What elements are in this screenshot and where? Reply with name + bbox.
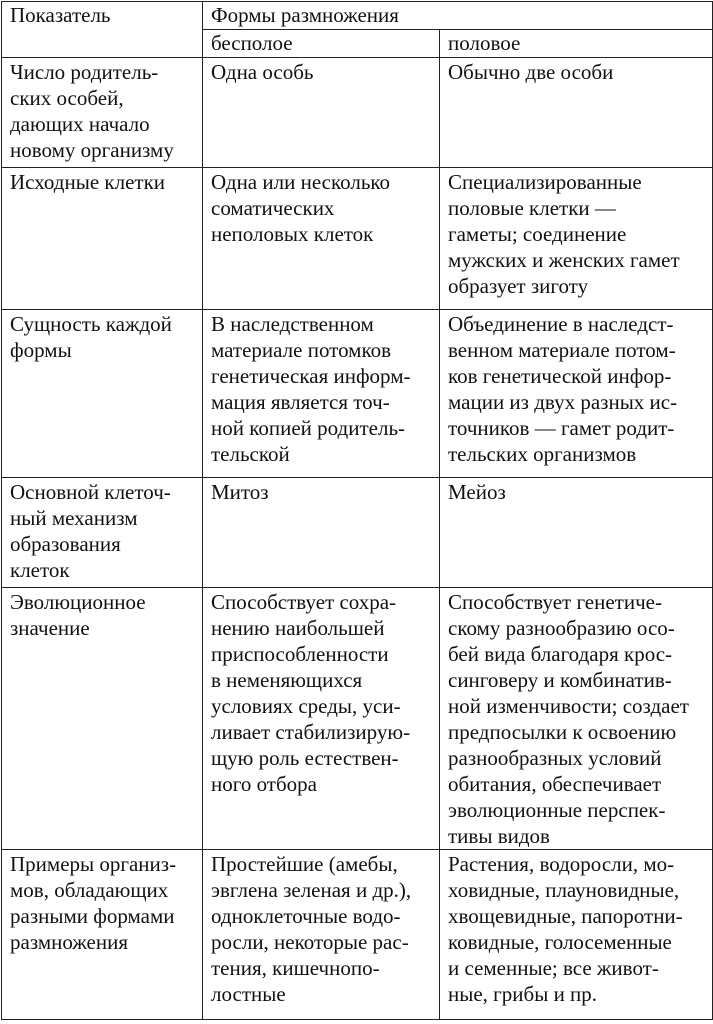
cell-line: синговеру и комбинатив- [448,668,672,692]
cell-line: тельской [211,442,290,466]
cell-line: Способствует сохра- [211,590,397,614]
cell-line: Одна особь [211,60,314,84]
cell-line: Основной клеточ- [10,480,171,504]
header-indicator: Показатель [2,2,203,58]
cell-line: Одна или несколько [211,170,391,194]
cell-line: предпосылки к освоению [448,720,677,744]
cell-line: материале потомков [211,338,392,362]
cell-line: венном материале потом- [448,338,676,362]
cell-line: ских особей, [10,86,124,110]
cell-asexual [203,850,440,1020]
cell-line: скому разнообразию осо- [448,616,675,640]
cell-line: ковидные, голосеменные [448,930,672,954]
cell-line: условиях среды, уси- [211,694,401,718]
table-row [2,58,713,168]
cell-line: дающих начало [10,112,150,136]
cell-line: обитания, обеспечивает [448,772,662,796]
cell-indicator [2,58,203,168]
cell-line: хвощевидные, папоротни- [448,904,683,928]
cell-line: мация является точ- [211,390,390,414]
cell-line: Число родитель- [10,60,159,84]
cell-line: Сущность каждой [10,312,172,336]
cell-indicator [2,588,203,850]
cell-line: ков генетической инфор- [448,364,672,388]
cell-line: бей вида благодаря крос- [448,642,673,666]
cell-line: мов, обладающих [10,878,169,902]
cell-line: ной изменчивости; создает [448,694,689,718]
cell-indicator [2,478,203,588]
cell-line: ные, грибы и пр. [448,982,598,1006]
cell-indicator [2,850,203,1020]
cell-line: одноклеточные водо- [211,904,401,928]
cell-line: лостные [211,982,286,1006]
table-row [2,478,713,588]
cell-line: Митоз [211,480,269,504]
cell-line: Способствует генетиче- [448,590,662,614]
cell-line: формы [10,338,72,362]
cell-line: Примеры организ- [10,852,177,876]
cell-line: ливает стабилизирую- [211,720,411,744]
cell-line: точников — гамет родит- [448,416,675,440]
cell-line: щую роль естествен- [211,746,399,770]
cell-line: генетическая информ- [211,364,411,388]
cell-line: тельских организмов [448,442,637,466]
table-row [2,310,713,478]
cell-line: значение [10,616,90,640]
cell-line: Мейоз [448,480,506,504]
cell-asexual [203,168,440,310]
cell-sexual [440,310,713,478]
cell-line: эвглена зеленая и др.), [211,878,412,902]
cell-asexual [203,588,440,850]
cell-line: и семенные; все живот- [448,956,659,980]
table-row [2,588,713,850]
cell-asexual [203,310,440,478]
cell-line: тивы видов [448,824,550,848]
cell-line: В наследственном [211,312,374,336]
cell-sexual [440,850,713,1020]
cell-line: тения, кишечнопо- [211,956,380,980]
cell-line: нению наибольшей [211,616,385,640]
cell-line: ховидные, плауновидные, [448,878,680,902]
cell-line: гаметы; соединение [448,222,627,246]
header-forms: Формы размножения [203,2,713,30]
cell-line: Растения, водоросли, мо- [448,852,675,876]
cell-line: образования [10,532,121,556]
cell-line: Обычно две особи [448,60,614,84]
cell-asexual [203,478,440,588]
table-row [2,850,713,1020]
cell-asexual [203,58,440,168]
cell-line: мужских и женских гамет [448,248,680,272]
header-asexual: бесполое [203,30,440,58]
cell-sexual [440,478,713,588]
cell-line: росли, некоторые рас- [211,930,409,954]
cell-line: ный механизм [10,506,138,530]
table-row [2,168,713,310]
cell-line: мации из двух разных ис- [448,390,678,414]
cell-line: Исходные клетки [10,170,166,194]
cell-line: ной копией родитель- [211,416,406,440]
cell-line: неполовых клеток [211,222,374,246]
header-sexual: половое [440,30,713,58]
cell-line: Объединение в наследст- [448,312,674,336]
cell-line: Простейшие (амебы, [211,852,398,876]
cell-sexual [440,588,713,850]
cell-indicator [2,310,203,478]
cell-line: новому организму [10,138,174,162]
cell-line: разнообразных условий [448,746,662,770]
cell-line: половые клетки — [448,196,616,220]
cell-line: разными формами [10,904,175,928]
cell-line: образует зиготу [448,274,589,298]
header-row-top [2,2,713,30]
cell-line: размножения [10,930,129,954]
cell-sexual [440,168,713,310]
reproduction-comparison-table [1,1,713,1020]
cell-line: эволюционные перспек- [448,798,666,822]
cell-line: ного отбора [211,772,317,796]
cell-line: соматических [211,196,335,220]
cell-indicator [2,168,203,310]
cell-line: приспособленности [211,642,389,666]
cell-line: Эволюционное [10,590,146,614]
cell-line: клеток [10,558,70,582]
cell-line: в неменяющихся [211,668,363,692]
cell-line: Специализированные [448,170,642,194]
cell-sexual [440,58,713,168]
